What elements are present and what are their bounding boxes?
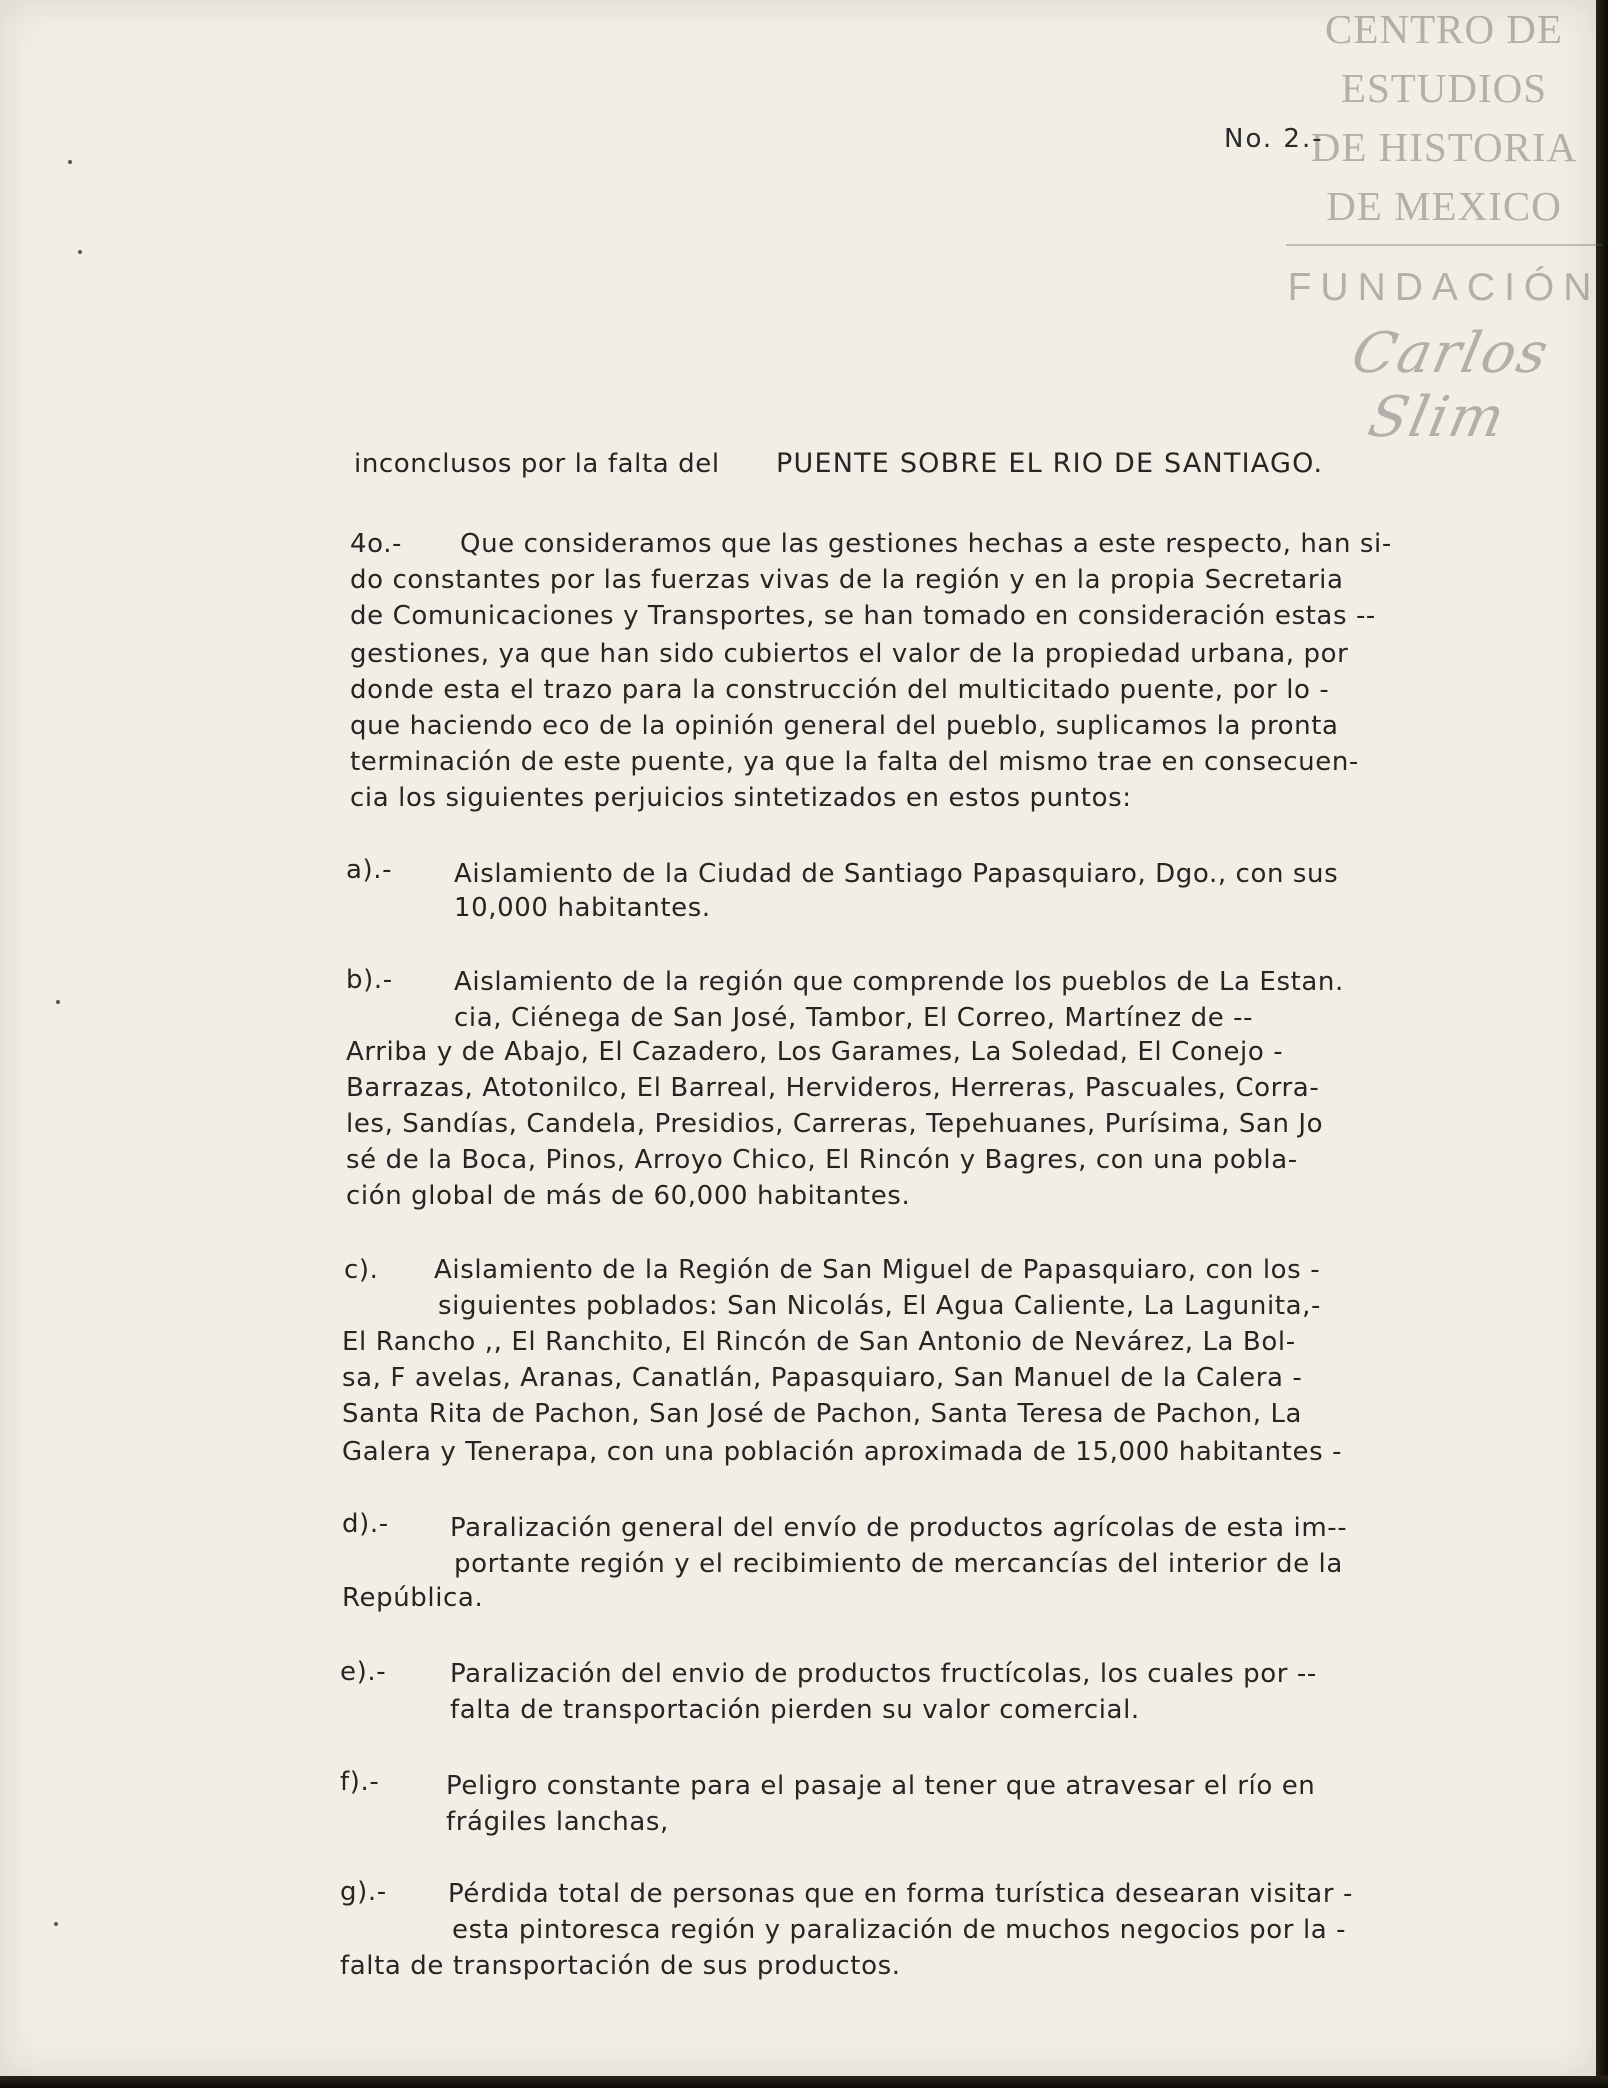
watermark-signature-logo: Carlos Slim — [1346, 321, 1556, 450]
item-b-line: Aislamiento de la región que comprende los pueblos de La Estan. — [454, 967, 1344, 997]
item-c-line: El Rancho ,, El Ranchito, El Rincón de San Antonio de Nevárez, La Bol- — [342, 1327, 1296, 1357]
point-4-line: cia los siguientes perjuicios sintetizados en estos puntos: — [350, 783, 1132, 813]
item-g-line: falta de transportación de sus productos. — [340, 1951, 901, 1981]
item-c-line: sa, F avelas, Aranas, Canatlán, Papasquiaro, San Manuel de la Calera - — [342, 1363, 1303, 1393]
item-c-line: Santa Rita de Pachon, San José de Pachon, Santa Teresa de Pachon, La — [342, 1399, 1303, 1429]
item-d-line: portante región y el recibimiento de mercancías del interior de la — [454, 1549, 1343, 1579]
watermark-fundacion: FUNDACIÓN — [1287, 266, 1601, 309]
watermark-line-2: ESTUDIOS — [1340, 65, 1548, 111]
item-d-label: d).- — [342, 1509, 389, 1539]
item-e-label: e).- — [340, 1657, 387, 1687]
item-a-line: Aislamiento de la Ciudad de Santiago Papasquiaro, Dgo., con sus — [454, 859, 1339, 889]
point-4-line: gestiones, ya que han sido cubiertos el valor de la propiedad urbana, por — [350, 639, 1349, 669]
item-e-line: Paralización del envio de productos fructícolas, los cuales por -- — [450, 1659, 1317, 1689]
scan-speck — [54, 1922, 58, 1926]
item-f-line: Peligro constante para el pasaje al tener que atravesar el río en — [446, 1771, 1316, 1801]
item-g-line: Pérdida total de personas que en forma turística desearan visitar - — [448, 1879, 1353, 1909]
intro-highlight: PUENTE SOBRE EL RIO DE SANTIAGO. — [776, 448, 1324, 479]
item-a-line: 10,000 habitantes. — [454, 893, 711, 923]
intro-lead: inconclusos por la falta del — [354, 449, 720, 479]
point-4-line: Que consideramos que las gestiones hechas a este respecto, han si- — [460, 529, 1392, 559]
point-4-line: que haciendo eco de la opinión general del pueblo, suplicamos la pronta — [350, 711, 1339, 741]
watermark-line-4: DE MEXICO — [1326, 183, 1562, 229]
item-b-line: les, Sandías, Candela, Presidios, Carreras, Tepehuanes, Purísima, San Jo — [346, 1109, 1324, 1139]
point-4-line: do constantes por las fuerzas vivas de la región y en la propia Secretaria — [350, 565, 1344, 595]
item-b-line: sé de la Boca, Pinos, Arroyo Chico, El Rincón y Bagres, con una pobla- — [346, 1145, 1298, 1175]
page-number: No. 2.- — [1224, 124, 1324, 154]
point-4-line: donde esta el trazo para la construcción del multicitado puente, por lo - — [350, 675, 1330, 705]
item-c-label: c). — [344, 1255, 379, 1285]
item-d-line: Paralización general del envío de productos agrícolas de esta im-- — [450, 1513, 1348, 1543]
point-4-line: terminación de este puente, ya que la falta del mismo trae en consecuen- — [350, 747, 1359, 777]
item-f-label: f).- — [340, 1767, 380, 1797]
item-c-line: siguientes poblados: San Nicolás, El Agua Caliente, La Lagunita,- — [438, 1291, 1321, 1321]
scan-speck — [78, 250, 82, 254]
item-f-line: frágiles lanchas, — [446, 1807, 669, 1837]
point-4-line: de Comunicaciones y Transportes, se han tomado en consideración estas -- — [350, 601, 1376, 631]
item-g-label: g).- — [340, 1877, 387, 1907]
item-e-line: falta de transportación pierden su valor comercial. — [450, 1695, 1140, 1725]
scan-edge-bottom — [0, 2076, 1608, 2088]
watermark-line-3: DE HISTORIA — [1310, 124, 1578, 170]
item-c-line: Galera y Tenerapa, con una población aproximada de 15,000 habitantes - — [342, 1437, 1343, 1467]
point-4-label: 4o.- — [350, 529, 403, 559]
watermark-line-1: CENTRO DE — [1325, 6, 1563, 52]
item-g-line: esta pintoresca región y paralización de muchos negocios por la - — [452, 1915, 1347, 1945]
scan-speck — [68, 160, 72, 164]
item-b-line: Barrazas, Atotonilco, El Barreal, Hervideros, Herreras, Pascuales, Corra- — [346, 1073, 1320, 1103]
item-a-label: a).- — [346, 855, 393, 885]
item-d-line: República. — [342, 1583, 484, 1613]
item-b-label: b).- — [346, 965, 393, 995]
item-b-line: cia, Ciénega de San José, Tambor, El Correo, Martínez de -- — [454, 1003, 1254, 1033]
scan-speck — [56, 1000, 60, 1004]
item-b-line: Arriba y de Abajo, El Cazadero, Los Garames, La Soledad, El Conejo - — [346, 1037, 1284, 1067]
item-c-line: Aislamiento de la Región de San Miguel de Papasquiaro, con los - — [434, 1255, 1321, 1285]
item-b-line: ción global de más de 60,000 habitantes. — [346, 1181, 911, 1211]
